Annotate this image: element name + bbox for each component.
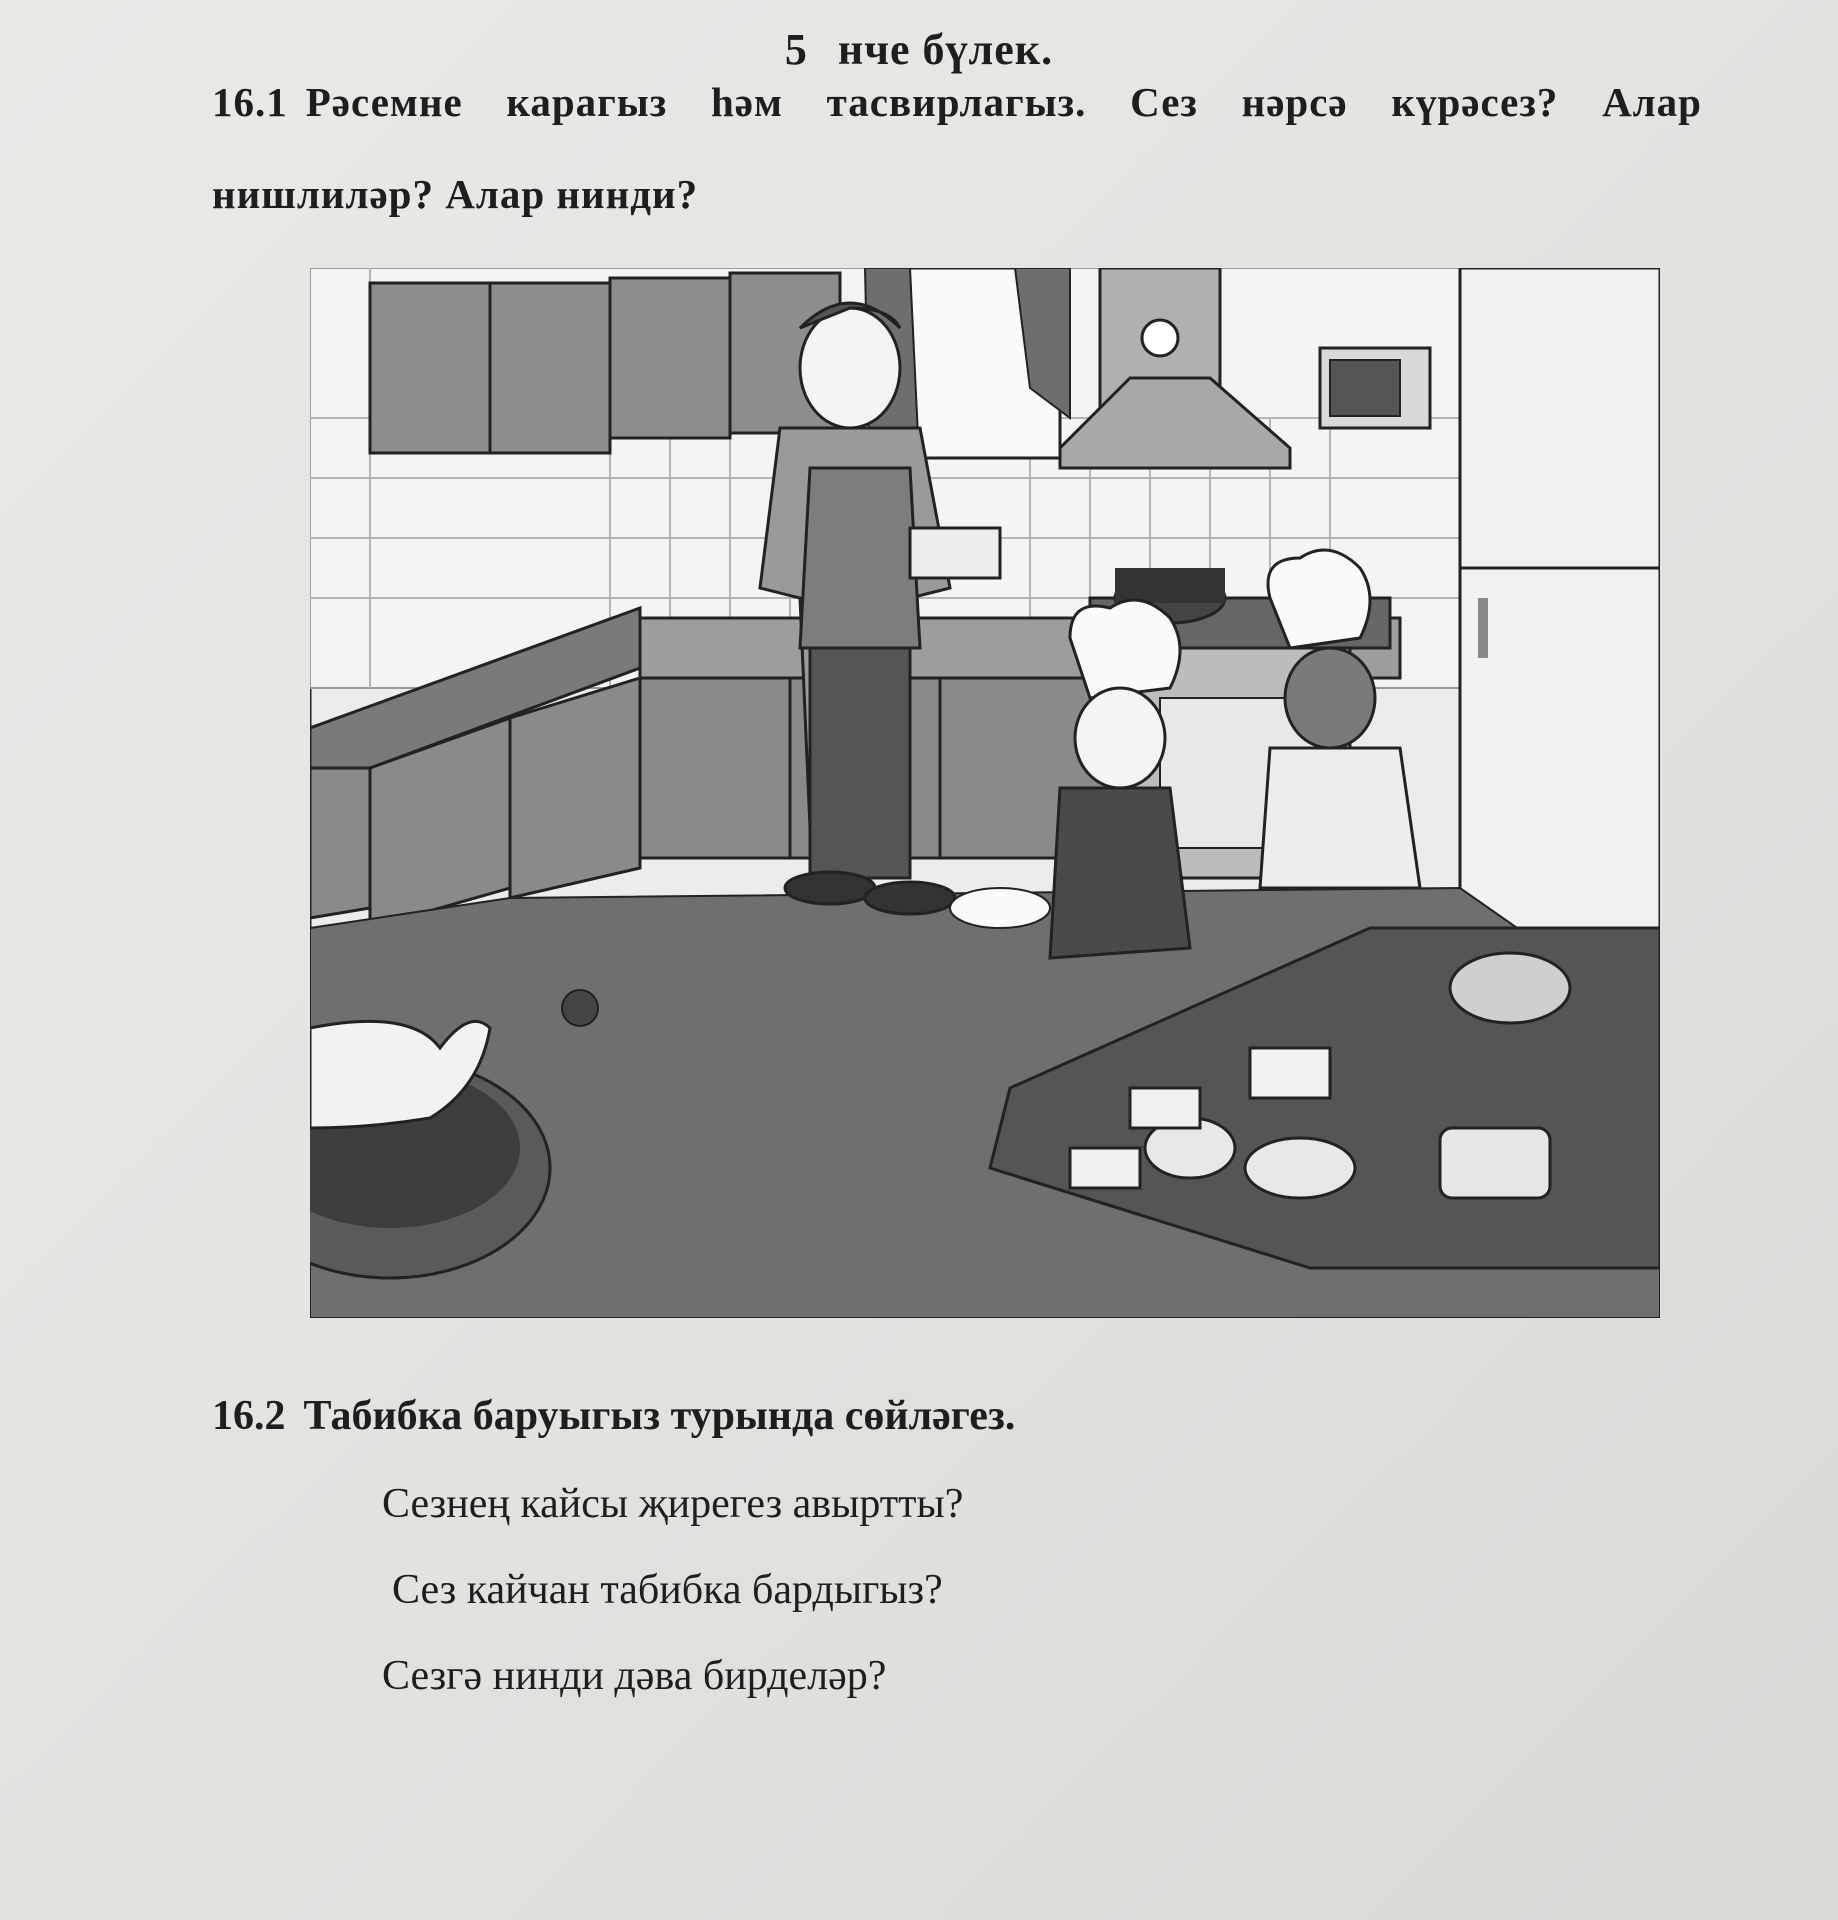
chapter-number: 5: [784, 25, 808, 74]
question-3: Сезгә нинди дәва бирделәр?: [382, 1653, 887, 1699]
task-text: Рәсемне карагыз һәм тасвирлагыз. Сез нәрсә күрәсез? Алар нишлиләр? Алар нинди?: [212, 79, 1702, 217]
ball: [562, 990, 598, 1026]
mixing-bowl: [1450, 953, 1570, 1023]
kitchen-illustration: [310, 268, 1660, 1318]
chapter-title: нче бүлек.: [837, 25, 1054, 74]
task-16-2: [212, 1392, 1015, 1440]
baking-tin: [1250, 1048, 1330, 1098]
task-number: 16.2: [212, 1393, 286, 1439]
upper-cabinets: [370, 273, 840, 453]
muffin-tin: [1070, 1148, 1140, 1188]
boiler-gauge: [1142, 320, 1178, 356]
question-2: Сез кайчан табибка бардыгыз?: [392, 1567, 943, 1613]
cookie-plate: [1245, 1138, 1355, 1198]
task-title: Табибка баруыгыз турында сөйләгез.: [303, 1393, 1016, 1439]
question-1: Сезнең кайсы җирегез авыртты?: [382, 1481, 964, 1527]
task-number: 16.1: [212, 79, 288, 125]
spilled-egg: [950, 888, 1050, 928]
task-16-1: [212, 56, 1702, 240]
toaster: [1440, 1128, 1550, 1198]
